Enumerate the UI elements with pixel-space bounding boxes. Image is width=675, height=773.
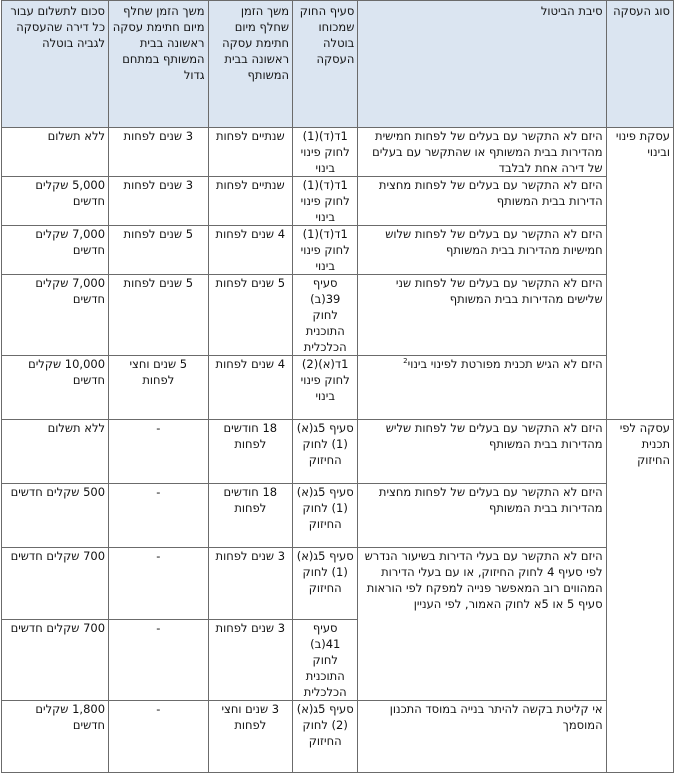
time-first-cell: 5 שנים לפחות <box>208 275 293 356</box>
time-large-cell: - <box>109 420 209 484</box>
reason-cell <box>358 356 606 420</box>
header-time-first: משך הזמן שחלף מיום חתימת עסקה ראשונה בבית המשותף <box>208 1 293 128</box>
reason-cell: היזם לא התקשר עם בעלים של לפחות שליש מהדירות בבית המשותף <box>358 420 606 484</box>
clause-cell: סעיף 5ג(א)(1) לחוק החיזוק <box>293 484 358 548</box>
reason-cell: היזם לא התקשר עם בעלים של לפחות שלוש חמישיות מהדירות בבית המשותף <box>358 226 606 275</box>
header-row <box>2 1 674 128</box>
clause-cell: סעיף 5ג(א)(1) לחוק החיזוק <box>293 548 358 620</box>
clause-cell: סעיף 5ג(א)(1) לחוק החיזוק <box>293 420 358 484</box>
time-large-cell: - <box>109 484 209 548</box>
footnote-marker: 2 <box>403 357 408 366</box>
table-row <box>2 484 674 548</box>
reason-cell: היזם לא התקשר עם בעלים של לפחות חמישית מהדירות בבית המשותף או שהתקשר עם בעלים של דירה אחת לבלבד <box>358 128 606 177</box>
header-amount: סכום לתשלום עבור כל דירה שהעסקה לגביה בוטלה <box>2 1 109 128</box>
table-row <box>2 275 674 356</box>
header-reason: סיבת הביטול <box>358 1 606 128</box>
clause-cell: סעיף 5ג(א)(2) לחוק החיזוק <box>293 701 358 773</box>
group-type: עסקת פינוי ובינוי <box>606 128 673 420</box>
group-type: עסקה לפי תכנית החיזוק <box>606 420 673 773</box>
reason-cell: היזם לא התקשר עם בעלים של לפחות מחצית הדירות בבית המשותף <box>358 177 606 226</box>
amount-cell: 500 שקלים חדשים <box>2 484 109 548</box>
time-first-cell: 3 שנים לפחות <box>208 620 293 701</box>
header-clause: סעיף החוק שמכוחו בוטלה העסקה <box>293 1 358 128</box>
table-row <box>2 177 674 226</box>
table-row <box>2 548 674 620</box>
time-first-cell: 3 שנים לפחות <box>208 548 293 620</box>
time-first-cell: שנתיים לפחות <box>208 128 293 177</box>
reason-cell: היזם לא התקשר עם בעלים של לפחות מחצית מהדירות בבית המשותף <box>358 484 606 548</box>
amount-cell: 7,000 שקלים חדשים <box>2 226 109 275</box>
time-large-cell: 3 שנים לפחות <box>109 128 209 177</box>
reason-cell: היזם לא התקשר עם בעלים של לפחות שני שלישים מהדירות בבית המשותף <box>358 275 606 356</box>
reason-cell: היזם לא התקשר עם בעלי הדירות בשיעור הנדרש לפי סעיף 4 לחוק החיזוק, או עם בעלי הדירות המהווים רוב המאפשר פנייה למפקח לפי הוראות סעיף 5 או 5א לחוק האמור, לפי העניין <box>358 548 606 701</box>
time-large-cell: 5 שנים לפחות <box>109 226 209 275</box>
amount-cell: 1,800 שקלים חדשים <box>2 701 109 773</box>
time-large-cell: - <box>109 701 209 773</box>
time-first-cell: 18 חודשים לפחות <box>208 484 293 548</box>
amount-cell: ללא תשלום <box>2 128 109 177</box>
time-large-cell: - <box>109 620 209 701</box>
clause-cell: 1ד(ד)(1) לחוק פינוי בינוי <box>293 128 358 177</box>
clause-cell: סעיף 39(ב) לחוק התוכנית הכלכלית <box>293 275 358 356</box>
time-first-cell: 3 שנים וחצי לפחות <box>208 701 293 773</box>
time-first-cell: שנתיים לפחות <box>208 177 293 226</box>
table-row <box>2 420 674 484</box>
time-large-cell: 5 שנים וחצי לפחות <box>109 356 209 420</box>
time-first-cell: 4 שנים לפחות <box>208 226 293 275</box>
amount-cell: 700 שקלים חדשים <box>2 620 109 701</box>
table-row <box>2 701 674 773</box>
clause-cell: 1ד(א)(2) לחוק פינוי בינוי <box>293 356 358 420</box>
header-type: סוג העסקה <box>606 1 673 128</box>
time-first-cell: 4 שנים לפחות <box>208 356 293 420</box>
time-first-cell: 18 חודשים לפחות <box>208 420 293 484</box>
table-row <box>2 356 674 420</box>
clause-cell: 1ד(ד)(1) לחוק פינוי בינוי <box>293 226 358 275</box>
amount-cell: 700 שקלים חדשים <box>2 548 109 620</box>
time-large-cell: 3 שנים לפחות <box>109 177 209 226</box>
clause-cell: 1ד(ד)(1) לחוק פינוי בינוי <box>293 177 358 226</box>
amount-cell: 5,000 שקלים חדשים <box>2 177 109 226</box>
amount-cell: 7,000 שקלים חדשים <box>2 275 109 356</box>
amount-cell: 10,000 שקלים חדשים <box>2 356 109 420</box>
reason-text: היזם לא הגיש תכנית מפורטת לפינוי בינוי <box>407 357 603 371</box>
clause-cell: סעיף 41(ב) לחוק התוכנית הכלכלית <box>293 620 358 701</box>
header-time-large: משך הזמן שחלף מיום חתימת עסקה ראשונה בבית המשותף במתחם גדול <box>109 1 209 128</box>
cancellation-table <box>1 0 674 773</box>
table-row <box>2 226 674 275</box>
amount-cell: ללא תשלום <box>2 420 109 484</box>
reason-cell: אי קליטת בקשה להיתר בנייה במוסד התכנון המוסמך <box>358 701 606 773</box>
time-large-cell: - <box>109 548 209 620</box>
time-large-cell: 5 שנים לפחות <box>109 275 209 356</box>
table-row <box>2 128 674 177</box>
